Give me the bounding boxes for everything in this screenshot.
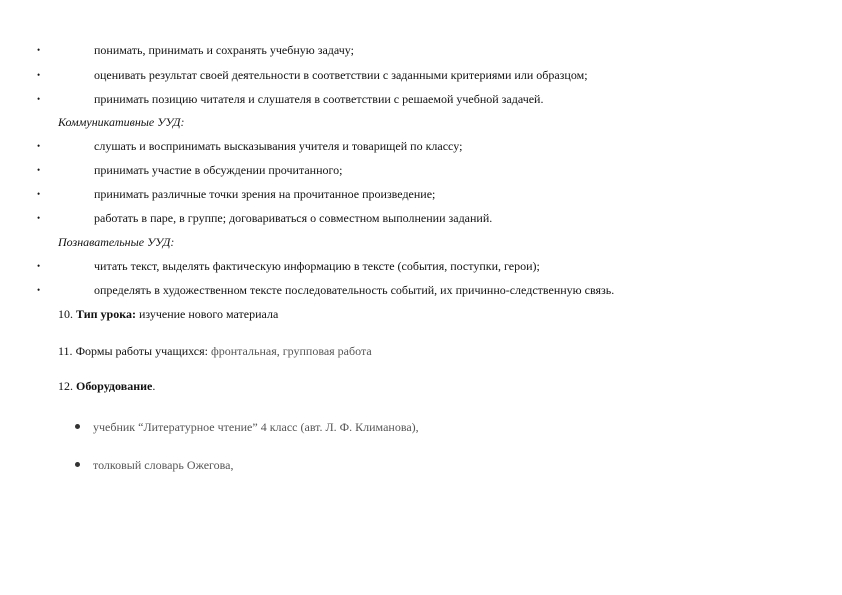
communicative-heading: Коммуникативные УУД: bbox=[58, 115, 185, 129]
bullet-marker: • bbox=[37, 45, 41, 55]
equipment-item-text: учебник “Литературное чтение” 4 класс (авт. Л. Ф. Климанова), bbox=[93, 420, 419, 434]
section-number: 12. bbox=[58, 379, 73, 393]
work-forms-label: Формы работы учащихся: bbox=[75, 344, 208, 358]
bullet-marker bbox=[75, 462, 80, 467]
cognitive-heading: Познавательные УУД: bbox=[58, 235, 175, 249]
bullet-text: принимать позицию читателя и слушателя в соответствии с решаемой учебной задачей. bbox=[94, 92, 544, 106]
equipment-label: Оборудование bbox=[76, 379, 153, 393]
bullet-item bbox=[0, 257, 842, 275]
bullet-text: принимать различные точки зрения на прочитанное произведение; bbox=[94, 187, 436, 201]
bullet-marker: • bbox=[37, 213, 41, 223]
bullet-text: понимать, принимать и сохранять учебную задачу; bbox=[94, 43, 354, 57]
work-forms-value: фронтальная, групповая работа bbox=[207, 344, 372, 358]
equipment-item bbox=[0, 456, 842, 474]
lesson-type-value: изучение нового материала bbox=[135, 307, 279, 321]
work-forms-paragraph bbox=[58, 342, 372, 360]
bullet-marker: • bbox=[37, 94, 41, 104]
bullet-marker: • bbox=[37, 141, 41, 151]
bullet-text: работать в паре, в группе; договариваться о совместном выполнении заданий. bbox=[94, 211, 493, 225]
bullet-item bbox=[0, 161, 842, 179]
bullet-marker: • bbox=[37, 189, 41, 199]
bullet-text: принимать участие в обсуждении прочитанного; bbox=[94, 163, 343, 177]
section-number: 11. bbox=[58, 344, 73, 358]
equipment-suffix: . bbox=[152, 379, 156, 393]
bullet-marker: • bbox=[37, 261, 41, 271]
bullet-text: оценивать результат своей деятельности в соответствии с заданными критериями или образцом; bbox=[94, 68, 588, 82]
equipment-item-text: толковый словарь Ожегова, bbox=[93, 458, 234, 472]
bullet-marker bbox=[75, 424, 80, 429]
bullet-marker: • bbox=[37, 70, 41, 80]
bullet-item bbox=[0, 41, 842, 59]
bullet-item bbox=[0, 137, 842, 155]
lesson-type-label: Тип урока: bbox=[76, 307, 136, 321]
bullet-item bbox=[0, 209, 842, 227]
bullet-text: слушать и воспринимать высказывания учителя и товарищей по классу; bbox=[94, 139, 463, 153]
bullet-item bbox=[0, 185, 842, 203]
bullet-text: определять в художественном тексте последовательность событий, их причинно-следственную связь. bbox=[94, 283, 615, 297]
bullet-item bbox=[0, 281, 842, 299]
bullet-text: читать текст, выделять фактическую информацию в тексте (события, поступки, герои); bbox=[94, 259, 540, 273]
section-number: 10. bbox=[58, 307, 73, 321]
lesson-type-paragraph bbox=[58, 305, 278, 323]
bullet-item bbox=[0, 66, 842, 84]
bullet-marker: • bbox=[37, 285, 41, 295]
bullet-marker: • bbox=[37, 165, 41, 175]
bullet-item bbox=[0, 90, 842, 108]
equipment-paragraph bbox=[58, 377, 155, 395]
equipment-item bbox=[0, 418, 842, 436]
